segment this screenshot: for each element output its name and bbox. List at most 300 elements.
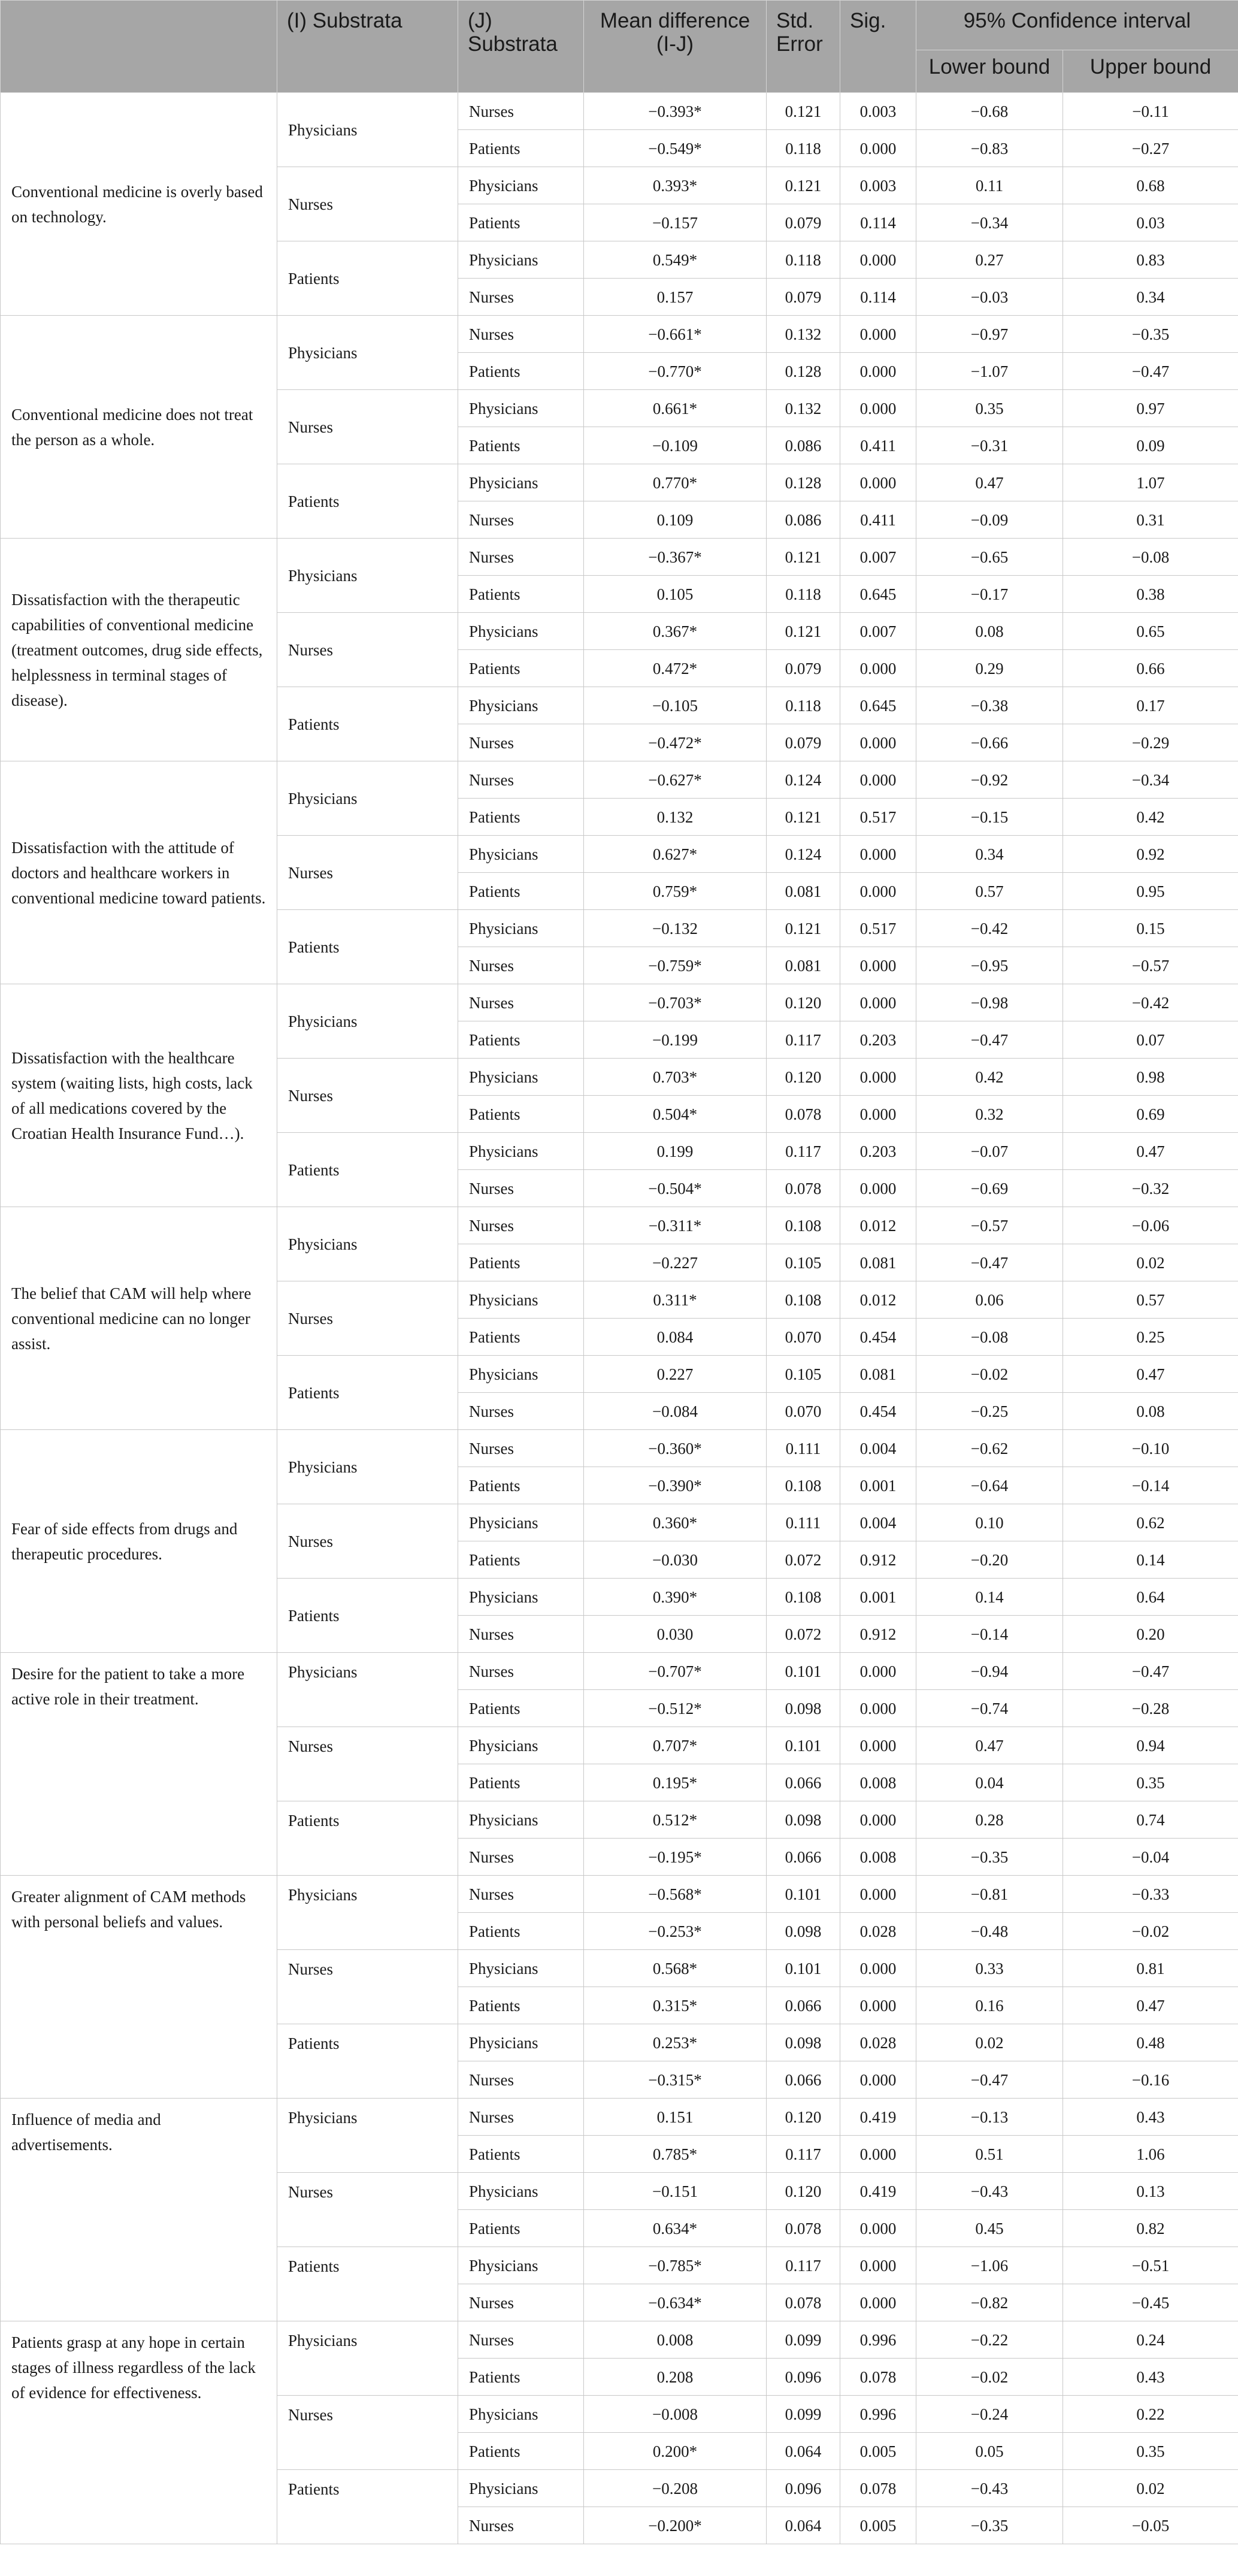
- mean-difference-cell: −0.627*: [584, 761, 767, 799]
- lower-bound-cell: −0.64: [916, 1467, 1063, 1504]
- j-substrata-cell: Patients: [458, 2359, 584, 2396]
- lower-bound-cell: −0.83: [916, 130, 1063, 167]
- upper-bound-cell: 0.38: [1063, 576, 1238, 613]
- lower-bound-cell: −0.34: [916, 204, 1063, 241]
- j-substrata-cell: Physicians: [458, 167, 584, 204]
- mean-difference-cell: 0.393*: [584, 167, 767, 204]
- i-substrata-cell: Physicians: [277, 1207, 458, 1281]
- sig-cell: 0.912: [840, 1616, 916, 1653]
- std-error-cell: 0.118: [767, 687, 840, 724]
- j-substrata-cell: Nurses: [458, 2321, 584, 2359]
- sig-cell: 0.114: [840, 279, 916, 316]
- mean-difference-cell: −0.105: [584, 687, 767, 724]
- j-substrata-cell: Patients: [458, 1467, 584, 1504]
- sig-cell: 0.000: [840, 761, 916, 799]
- j-substrata-cell: Nurses: [458, 724, 584, 761]
- i-substrata-cell: Nurses: [277, 613, 458, 687]
- lower-bound-cell: 0.47: [916, 1727, 1063, 1764]
- upper-bound-cell: 0.47: [1063, 1987, 1238, 2024]
- std-error-cell: 0.132: [767, 390, 840, 427]
- upper-bound-cell: −0.51: [1063, 2247, 1238, 2284]
- lower-bound-cell: 0.10: [916, 1504, 1063, 1541]
- lower-bound-cell: −1.07: [916, 353, 1063, 390]
- j-substrata-cell: Nurses: [458, 984, 584, 1021]
- lower-bound-cell: 0.42: [916, 1059, 1063, 1096]
- sig-cell: 0.078: [840, 2359, 916, 2396]
- i-substrata-cell: Patients: [277, 687, 458, 761]
- sig-cell: 0.003: [840, 167, 916, 204]
- upper-bound-cell: 0.69: [1063, 1096, 1238, 1133]
- i-substrata-cell: Nurses: [277, 1059, 458, 1133]
- mean-difference-cell: −0.759*: [584, 947, 767, 984]
- j-substrata-cell: Physicians: [458, 2470, 584, 2507]
- i-substrata-cell: Nurses: [277, 1281, 458, 1356]
- std-error-cell: 0.079: [767, 279, 840, 316]
- i-substrata-cell: Patients: [277, 1356, 458, 1430]
- factor-label: Desire for the patient to take a more active role in their treatment.: [1, 1653, 277, 1876]
- upper-bound-cell: 0.92: [1063, 836, 1238, 873]
- std-error-cell: 0.072: [767, 1541, 840, 1579]
- sig-cell: 0.000: [840, 1653, 916, 1690]
- std-error-cell: 0.081: [767, 947, 840, 984]
- i-substrata-header: (I) Substrata: [277, 1, 458, 93]
- std-error-cell: 0.111: [767, 1430, 840, 1467]
- sig-cell: 0.996: [840, 2396, 916, 2433]
- upper-bound-cell: 0.15: [1063, 910, 1238, 947]
- upper-bound-cell: 0.42: [1063, 799, 1238, 836]
- mean-difference-cell: −0.472*: [584, 724, 767, 761]
- sig-cell: 0.000: [840, 2210, 916, 2247]
- lower-bound-cell: −0.17: [916, 576, 1063, 613]
- std-error-cell: 0.079: [767, 724, 840, 761]
- std-error-cell: 0.118: [767, 576, 840, 613]
- std-error-cell: 0.105: [767, 1244, 840, 1281]
- upper-bound-cell: −0.14: [1063, 1467, 1238, 1504]
- mean-difference-cell: 0.707*: [584, 1727, 767, 1764]
- upper-bound-cell: 0.47: [1063, 1356, 1238, 1393]
- j-substrata-cell: Patients: [458, 873, 584, 910]
- i-substrata-cell: Patients: [277, 464, 458, 539]
- upper-bound-cell: −0.05: [1063, 2507, 1238, 2544]
- i-substrata-cell: Nurses: [277, 1504, 458, 1579]
- lower-bound-cell: 0.16: [916, 1987, 1063, 2024]
- lower-bound-cell: −0.94: [916, 1653, 1063, 1690]
- std-error-cell: 0.117: [767, 2247, 840, 2284]
- upper-bound-cell: 0.47: [1063, 1133, 1238, 1170]
- upper-bound-cell: −0.06: [1063, 1207, 1238, 1244]
- lower-bound-cell: −0.74: [916, 1690, 1063, 1727]
- sig-cell: 0.000: [840, 2136, 916, 2173]
- mean-difference-cell: 0.512*: [584, 1801, 767, 1839]
- upper-bound-cell: 0.14: [1063, 1541, 1238, 1579]
- lower-bound-cell: −0.35: [916, 1839, 1063, 1876]
- sig-cell: 0.000: [840, 390, 916, 427]
- std-error-cell: 0.066: [767, 1987, 840, 2024]
- table-header: [1, 1, 1238, 93]
- upper-bound-cell: 0.43: [1063, 2099, 1238, 2136]
- mean-difference-cell: −0.227: [584, 1244, 767, 1281]
- mean-difference-cell: −0.199: [584, 1021, 767, 1059]
- j-substrata-cell: Patients: [458, 427, 584, 464]
- std-error-cell: 0.132: [767, 316, 840, 353]
- i-substrata-cell: Physicians: [277, 93, 458, 167]
- mean-difference-cell: 0.105: [584, 576, 767, 613]
- factor-column-header: [1, 1, 277, 93]
- upper-bound-cell: 0.62: [1063, 1504, 1238, 1541]
- std-error-cell: 0.101: [767, 1727, 840, 1764]
- sig-cell: 0.012: [840, 1207, 916, 1244]
- upper-bound-cell: −0.28: [1063, 1690, 1238, 1727]
- upper-bound-cell: 0.82: [1063, 2210, 1238, 2247]
- std-error-cell: 0.064: [767, 2433, 840, 2470]
- upper-bound-cell: −0.16: [1063, 2061, 1238, 2099]
- upper-bound-cell: −0.34: [1063, 761, 1238, 799]
- i-substrata-cell: Patients: [277, 1801, 458, 1876]
- j-substrata-cell: Nurses: [458, 1430, 584, 1467]
- j-substrata-cell: Physicians: [458, 390, 584, 427]
- factor-label: Conventional medicine does not treat the person as a whole.: [1, 316, 277, 539]
- lower-bound-cell: −0.25: [916, 1393, 1063, 1430]
- sig-cell: 0.517: [840, 910, 916, 947]
- sig-cell: 0.081: [840, 1356, 916, 1393]
- std-error-cell: 0.078: [767, 1170, 840, 1207]
- lower-bound-cell: 0.57: [916, 873, 1063, 910]
- lower-bound-cell: −0.57: [916, 1207, 1063, 1244]
- j-substrata-cell: Patients: [458, 2210, 584, 2247]
- i-substrata-cell: Physicians: [277, 984, 458, 1059]
- factor-label: Dissatisfaction with the healthcare system (waiting lists, high costs, lack of all medications covered by the Croatian Health Insurance Fund…).: [1, 984, 277, 1207]
- mean-difference-header: Mean difference (I-J): [584, 1, 767, 93]
- mean-difference-cell: 0.661*: [584, 390, 767, 427]
- lower-bound-cell: −0.69: [916, 1170, 1063, 1207]
- lower-bound-cell: −0.14: [916, 1616, 1063, 1653]
- j-substrata-cell: Nurses: [458, 1207, 584, 1244]
- std-error-cell: 0.117: [767, 2136, 840, 2173]
- sig-cell: 0.008: [840, 1764, 916, 1801]
- j-substrata-cell: Physicians: [458, 2173, 584, 2210]
- j-substrata-cell: Physicians: [458, 1059, 584, 1096]
- mean-difference-cell: −0.200*: [584, 2507, 767, 2544]
- sig-cell: 0.000: [840, 353, 916, 390]
- table-row: [1, 1876, 1238, 1913]
- lower-bound-cell: −0.35: [916, 2507, 1063, 2544]
- std-error-cell: 0.120: [767, 2099, 840, 2136]
- j-substrata-cell: Nurses: [458, 1876, 584, 1913]
- std-error-cell: 0.098: [767, 2024, 840, 2061]
- upper-bound-cell: −0.35: [1063, 316, 1238, 353]
- upper-bound-cell: −0.45: [1063, 2284, 1238, 2321]
- i-substrata-cell: Patients: [277, 2024, 458, 2099]
- sig-cell: 0.000: [840, 650, 916, 687]
- std-error-cell: 0.117: [767, 1021, 840, 1059]
- std-error-header: Std. Error: [767, 1, 840, 93]
- sig-cell: 0.081: [840, 1244, 916, 1281]
- lower-bound-cell: 0.45: [916, 2210, 1063, 2247]
- mean-difference-cell: 0.759*: [584, 873, 767, 910]
- mean-difference-cell: −0.315*: [584, 2061, 767, 2099]
- mean-difference-cell: −0.195*: [584, 1839, 767, 1876]
- upper-bound-cell: −0.42: [1063, 984, 1238, 1021]
- lower-bound-cell: −0.13: [916, 2099, 1063, 2136]
- upper-bound-cell: 0.94: [1063, 1727, 1238, 1764]
- j-substrata-cell: Physicians: [458, 1281, 584, 1319]
- j-substrata-cell: Physicians: [458, 1356, 584, 1393]
- j-substrata-cell: Patients: [458, 1021, 584, 1059]
- j-substrata-cell: Nurses: [458, 316, 584, 353]
- mean-difference-cell: −0.393*: [584, 93, 767, 130]
- j-substrata-cell: Physicians: [458, 2396, 584, 2433]
- sig-cell: 0.000: [840, 130, 916, 167]
- i-substrata-cell: Physicians: [277, 539, 458, 613]
- j-substrata-cell: Physicians: [458, 836, 584, 873]
- table-row: [1, 1430, 1238, 1467]
- sig-cell: 0.645: [840, 576, 916, 613]
- factor-label: Conventional medicine is overly based on technology.: [1, 93, 277, 316]
- lower-bound-cell: 0.14: [916, 1579, 1063, 1616]
- j-substrata-cell: Patients: [458, 799, 584, 836]
- i-substrata-cell: Physicians: [277, 2321, 458, 2396]
- std-error-cell: 0.124: [767, 836, 840, 873]
- std-error-cell: 0.121: [767, 910, 840, 947]
- lower-bound-cell: −0.66: [916, 724, 1063, 761]
- upper-bound-cell: 0.97: [1063, 390, 1238, 427]
- upper-bound-cell: 0.35: [1063, 1764, 1238, 1801]
- lower-bound-cell: −0.15: [916, 799, 1063, 836]
- sig-cell: 0.000: [840, 316, 916, 353]
- i-substrata-cell: Physicians: [277, 316, 458, 390]
- lower-bound-cell: −1.06: [916, 2247, 1063, 2284]
- lower-bound-cell: −0.92: [916, 761, 1063, 799]
- upper-bound-cell: 0.02: [1063, 1244, 1238, 1281]
- std-error-cell: 0.101: [767, 1653, 840, 1690]
- lower-bound-cell: −0.24: [916, 2396, 1063, 2433]
- lower-bound-cell: −0.03: [916, 279, 1063, 316]
- i-substrata-cell: Nurses: [277, 390, 458, 464]
- std-error-cell: 0.099: [767, 2396, 840, 2433]
- factor-label: The belief that CAM will help where conventional medicine can no longer assist.: [1, 1207, 277, 1430]
- table-body: [1, 93, 1238, 2544]
- lower-bound-cell: 0.11: [916, 167, 1063, 204]
- std-error-cell: 0.120: [767, 2173, 840, 2210]
- sig-cell: 0.004: [840, 1504, 916, 1541]
- j-substrata-cell: Physicians: [458, 910, 584, 947]
- sig-cell: 0.005: [840, 2507, 916, 2544]
- std-error-cell: 0.078: [767, 2284, 840, 2321]
- upper-bound-cell: −0.02: [1063, 1913, 1238, 1950]
- sig-cell: 0.000: [840, 1727, 916, 1764]
- upper-bound-cell: −0.57: [1063, 947, 1238, 984]
- factor-label: Patients grasp at any hope in certain stages of illness regardless of the lack of evidence for effectiveness.: [1, 2321, 277, 2544]
- mean-difference-cell: −0.253*: [584, 1913, 767, 1950]
- mean-difference-cell: 0.627*: [584, 836, 767, 873]
- i-substrata-cell: Patients: [277, 241, 458, 316]
- sig-cell: 0.007: [840, 539, 916, 576]
- sig-cell: 0.003: [840, 93, 916, 130]
- std-error-cell: 0.064: [767, 2507, 840, 2544]
- std-error-cell: 0.108: [767, 1281, 840, 1319]
- upper-bound-cell: −0.33: [1063, 1876, 1238, 1913]
- j-substrata-cell: Physicians: [458, 2024, 584, 2061]
- j-substrata-cell: Nurses: [458, 1616, 584, 1653]
- sig-cell: 0.996: [840, 2321, 916, 2359]
- lower-bound-cell: 0.08: [916, 613, 1063, 650]
- j-substrata-cell: Patients: [458, 2136, 584, 2173]
- std-error-cell: 0.117: [767, 1133, 840, 1170]
- std-error-cell: 0.118: [767, 241, 840, 279]
- mean-difference-cell: 0.770*: [584, 464, 767, 501]
- sig-cell: 0.000: [840, 1801, 916, 1839]
- sig-cell: 0.203: [840, 1133, 916, 1170]
- lower-bound-cell: −0.68: [916, 93, 1063, 130]
- upper-bound-cell: −0.10: [1063, 1430, 1238, 1467]
- sig-cell: 0.000: [840, 2284, 916, 2321]
- std-error-cell: 0.128: [767, 353, 840, 390]
- upper-bound-cell: 0.57: [1063, 1281, 1238, 1319]
- j-substrata-cell: Nurses: [458, 1393, 584, 1430]
- factor-label: Fear of side effects from drugs and therapeutic procedures.: [1, 1430, 277, 1653]
- factor-label: Influence of media and advertisements.: [1, 2099, 277, 2321]
- upper-bound-cell: 0.24: [1063, 2321, 1238, 2359]
- mean-difference-cell: −0.030: [584, 1541, 767, 1579]
- upper-bound-cell: 0.13: [1063, 2173, 1238, 2210]
- mean-difference-cell: −0.549*: [584, 130, 767, 167]
- mean-difference-cell: 0.084: [584, 1319, 767, 1356]
- lower-bound-cell: 0.32: [916, 1096, 1063, 1133]
- i-substrata-cell: Physicians: [277, 1430, 458, 1504]
- j-substrata-cell: Nurses: [458, 1653, 584, 1690]
- j-substrata-cell: Patients: [458, 1987, 584, 2024]
- sig-cell: 0.000: [840, 1987, 916, 2024]
- lower-bound-cell: 0.05: [916, 2433, 1063, 2470]
- j-substrata-cell: Nurses: [458, 2507, 584, 2544]
- mean-difference-cell: −0.703*: [584, 984, 767, 1021]
- std-error-cell: 0.070: [767, 1393, 840, 1430]
- j-substrata-cell: Patients: [458, 130, 584, 167]
- upper-bound-header: Upper bound: [1063, 50, 1238, 93]
- lower-bound-header: Lower bound: [916, 50, 1063, 93]
- std-error-cell: 0.121: [767, 613, 840, 650]
- upper-bound-cell: −0.11: [1063, 93, 1238, 130]
- mean-difference-cell: −0.360*: [584, 1430, 767, 1467]
- mean-difference-cell: −0.707*: [584, 1653, 767, 1690]
- std-error-cell: 0.098: [767, 1913, 840, 1950]
- sig-cell: 0.000: [840, 1170, 916, 1207]
- mean-difference-cell: 0.311*: [584, 1281, 767, 1319]
- sig-cell: 0.000: [840, 1690, 916, 1727]
- std-error-cell: 0.086: [767, 427, 840, 464]
- j-substrata-cell: Physicians: [458, 613, 584, 650]
- lower-bound-cell: −0.07: [916, 1133, 1063, 1170]
- std-error-cell: 0.105: [767, 1356, 840, 1393]
- sig-cell: 0.000: [840, 1096, 916, 1133]
- lower-bound-cell: 0.51: [916, 2136, 1063, 2173]
- j-substrata-cell: Nurses: [458, 93, 584, 130]
- sig-cell: 0.000: [840, 984, 916, 1021]
- sig-cell: 0.001: [840, 1579, 916, 1616]
- sig-cell: 0.000: [840, 873, 916, 910]
- j-substrata-header: (J) Substrata: [458, 1, 584, 93]
- mean-difference-cell: 0.200*: [584, 2433, 767, 2470]
- lower-bound-cell: −0.47: [916, 2061, 1063, 2099]
- std-error-cell: 0.066: [767, 1839, 840, 1876]
- j-substrata-cell: Patients: [458, 1764, 584, 1801]
- upper-bound-cell: −0.47: [1063, 1653, 1238, 1690]
- upper-bound-cell: 0.48: [1063, 2024, 1238, 2061]
- upper-bound-cell: 0.74: [1063, 1801, 1238, 1839]
- j-substrata-cell: Nurses: [458, 539, 584, 576]
- sig-cell: 0.114: [840, 204, 916, 241]
- lower-bound-cell: 0.06: [916, 1281, 1063, 1319]
- upper-bound-cell: 0.83: [1063, 241, 1238, 279]
- j-substrata-cell: Patients: [458, 1244, 584, 1281]
- mean-difference-cell: 0.315*: [584, 1987, 767, 2024]
- j-substrata-cell: Nurses: [458, 501, 584, 539]
- i-substrata-cell: Physicians: [277, 761, 458, 836]
- std-error-cell: 0.101: [767, 1950, 840, 1987]
- sig-cell: 0.000: [840, 724, 916, 761]
- j-substrata-cell: Patients: [458, 650, 584, 687]
- mean-difference-cell: −0.661*: [584, 316, 767, 353]
- mean-difference-cell: −0.311*: [584, 1207, 767, 1244]
- j-substrata-cell: Patients: [458, 1541, 584, 1579]
- factor-label: Dissatisfaction with the therapeutic capabilities of conventional medicine (treatment outcomes, drug side effects, helplessness in terminal stages of disease).: [1, 539, 277, 761]
- std-error-cell: 0.098: [767, 1801, 840, 1839]
- table-row: [1, 1653, 1238, 1690]
- table-row: [1, 93, 1238, 130]
- std-error-cell: 0.120: [767, 1059, 840, 1096]
- mean-difference-cell: −0.084: [584, 1393, 767, 1430]
- mean-difference-cell: −0.157: [584, 204, 767, 241]
- upper-bound-cell: 0.34: [1063, 279, 1238, 316]
- mean-difference-cell: −0.008: [584, 2396, 767, 2433]
- lower-bound-cell: −0.47: [916, 1244, 1063, 1281]
- sig-cell: 0.000: [840, 1876, 916, 1913]
- i-substrata-cell: Physicians: [277, 1653, 458, 1727]
- std-error-cell: 0.066: [767, 2061, 840, 2099]
- sig-cell: 0.005: [840, 2433, 916, 2470]
- sig-cell: 0.007: [840, 613, 916, 650]
- lower-bound-cell: −0.97: [916, 316, 1063, 353]
- mean-difference-cell: 0.008: [584, 2321, 767, 2359]
- sig-cell: 0.000: [840, 464, 916, 501]
- i-substrata-cell: Patients: [277, 2247, 458, 2321]
- upper-bound-cell: 0.35: [1063, 2433, 1238, 2470]
- sig-cell: 0.203: [840, 1021, 916, 1059]
- j-substrata-cell: Physicians: [458, 1579, 584, 1616]
- i-substrata-cell: Patients: [277, 1579, 458, 1653]
- upper-bound-cell: 0.09: [1063, 427, 1238, 464]
- lower-bound-cell: 0.04: [916, 1764, 1063, 1801]
- table-row: [1, 1207, 1238, 1244]
- i-substrata-cell: Physicians: [277, 1876, 458, 1950]
- sig-cell: 0.008: [840, 1839, 916, 1876]
- i-substrata-cell: Nurses: [277, 1727, 458, 1801]
- sig-cell: 0.000: [840, 241, 916, 279]
- j-substrata-cell: Patients: [458, 1319, 584, 1356]
- j-substrata-cell: Physicians: [458, 2247, 584, 2284]
- upper-bound-cell: 0.25: [1063, 1319, 1238, 1356]
- lower-bound-cell: −0.62: [916, 1430, 1063, 1467]
- lower-bound-cell: −0.65: [916, 539, 1063, 576]
- std-error-cell: 0.086: [767, 501, 840, 539]
- i-substrata-cell: Physicians: [277, 2099, 458, 2173]
- j-substrata-cell: Nurses: [458, 1170, 584, 1207]
- factor-label: Greater alignment of CAM methods with personal beliefs and values.: [1, 1876, 277, 2099]
- mean-difference-cell: −0.568*: [584, 1876, 767, 1913]
- j-substrata-cell: Nurses: [458, 947, 584, 984]
- std-error-cell: 0.111: [767, 1504, 840, 1541]
- sig-cell: 0.000: [840, 1950, 916, 1987]
